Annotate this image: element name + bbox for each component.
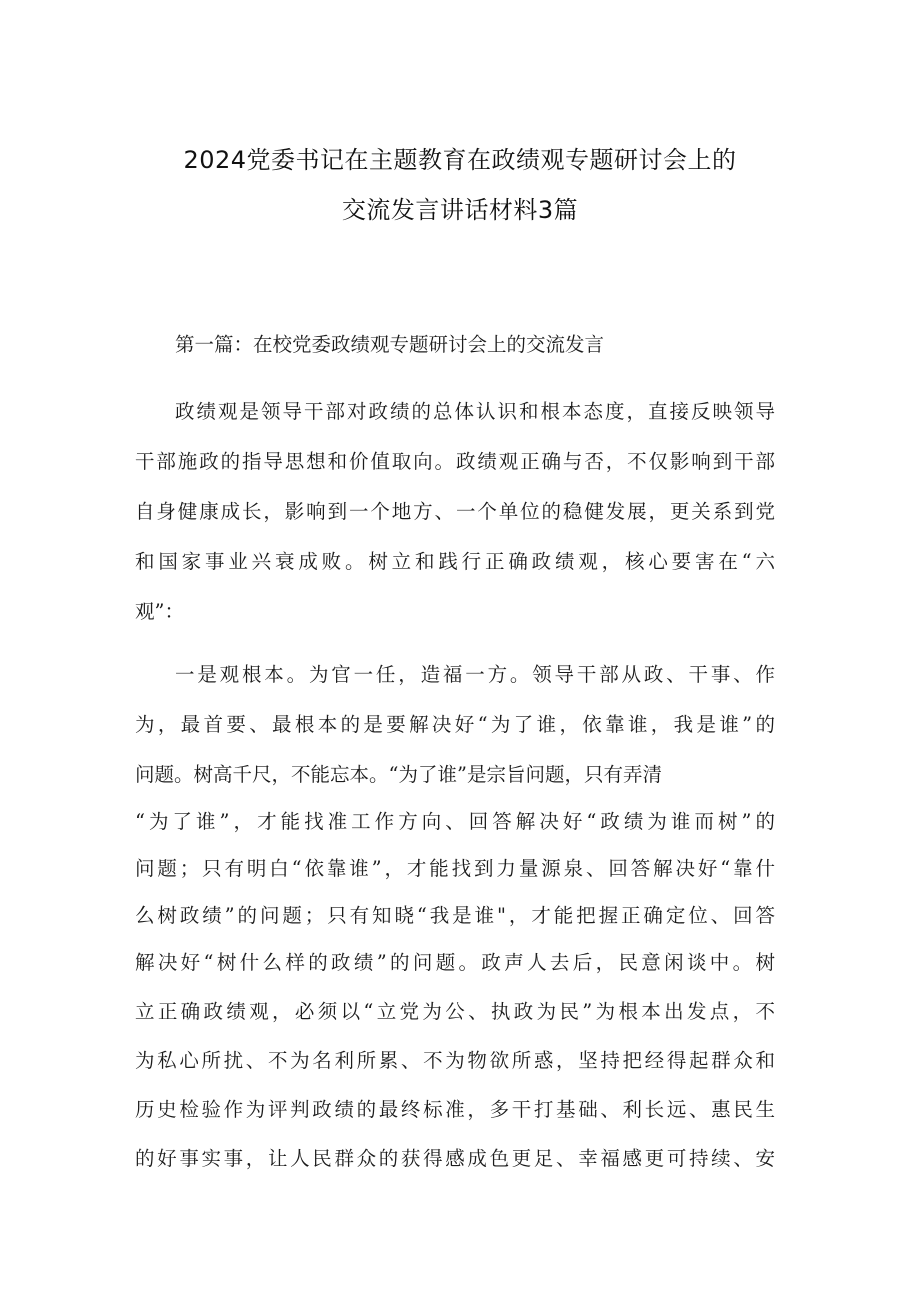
- paragraph-1-line-4: 和国家事业兴衰成败。树立和践行正确政绩观，核心要害在“六: [135, 550, 775, 573]
- section-heading: 第一篇：在校党委政绩观专题研讨会上的交流发言: [175, 333, 605, 356]
- document-title-line-2: 交流发言讲话材料3篇: [341, 196, 579, 224]
- paragraph-1-line-3: 自身健康成长，影响到一个地方、一个单位的稳健发展，更关系到党: [135, 500, 775, 523]
- paragraph-2-line-6: 么树政绩”的问题；只有知晓“我是谁"，才能把握正确定位、回答: [135, 904, 775, 927]
- paragraph-2-line-7: 解决好“树什么样的政绩”的问题。政声人去后，民意闲谈中。树: [135, 951, 775, 974]
- paragraph-2-line-1: 一是观根本。为官一任，造福一方。领导干部从政、干事、作: [175, 663, 775, 686]
- paragraph-2-line-2: 为，最首要、最根本的是要解决好“为了谁，依靠谁，我是谁”的: [135, 713, 775, 736]
- paragraph-2-line-8: 立正确政绩观，必须以“立党为公、执政为民”为根本出发点，不: [135, 1000, 775, 1023]
- document-title-line-1: 2024党委书记在主题教育在政绩观专题研讨会上的: [183, 146, 737, 174]
- paragraph-1-line-5: 观”：: [135, 600, 184, 623]
- paragraph-2-line-9: 为私心所扰、不为名利所累、不为物欲所惑，坚持把经得起群众和: [135, 1049, 775, 1072]
- paragraph-1-line-2: 干部施政的指导思想和价值取向。政绩观正确与否，不仅影响到干部: [135, 450, 775, 473]
- paragraph-2-line-4: “为了谁”，才能找准工作方向、回答解决好“政绩为谁而树”的: [135, 810, 775, 833]
- paragraph-2-line-10: 历史检验作为评判政绩的最终标准，多干打基础、利长远、惠民生: [135, 1098, 775, 1121]
- paragraph-2-line-5: 问题；只有明白“依靠谁”，才能找到力量源泉、回答解决好“靠什: [135, 857, 775, 880]
- paragraph-2-line-11: 的好事实事，让人民群众的获得感成色更足、幸福感更可持续、安: [135, 1147, 775, 1170]
- paragraph-2-line-3: 问题。树高千尺，不能忘本。“为了谁”是宗旨问题，只有弄清: [135, 763, 662, 786]
- paragraph-1-line-1: 政绩观是领导干部对政绩的总体认识和根本态度，直接反映领导: [175, 400, 775, 423]
